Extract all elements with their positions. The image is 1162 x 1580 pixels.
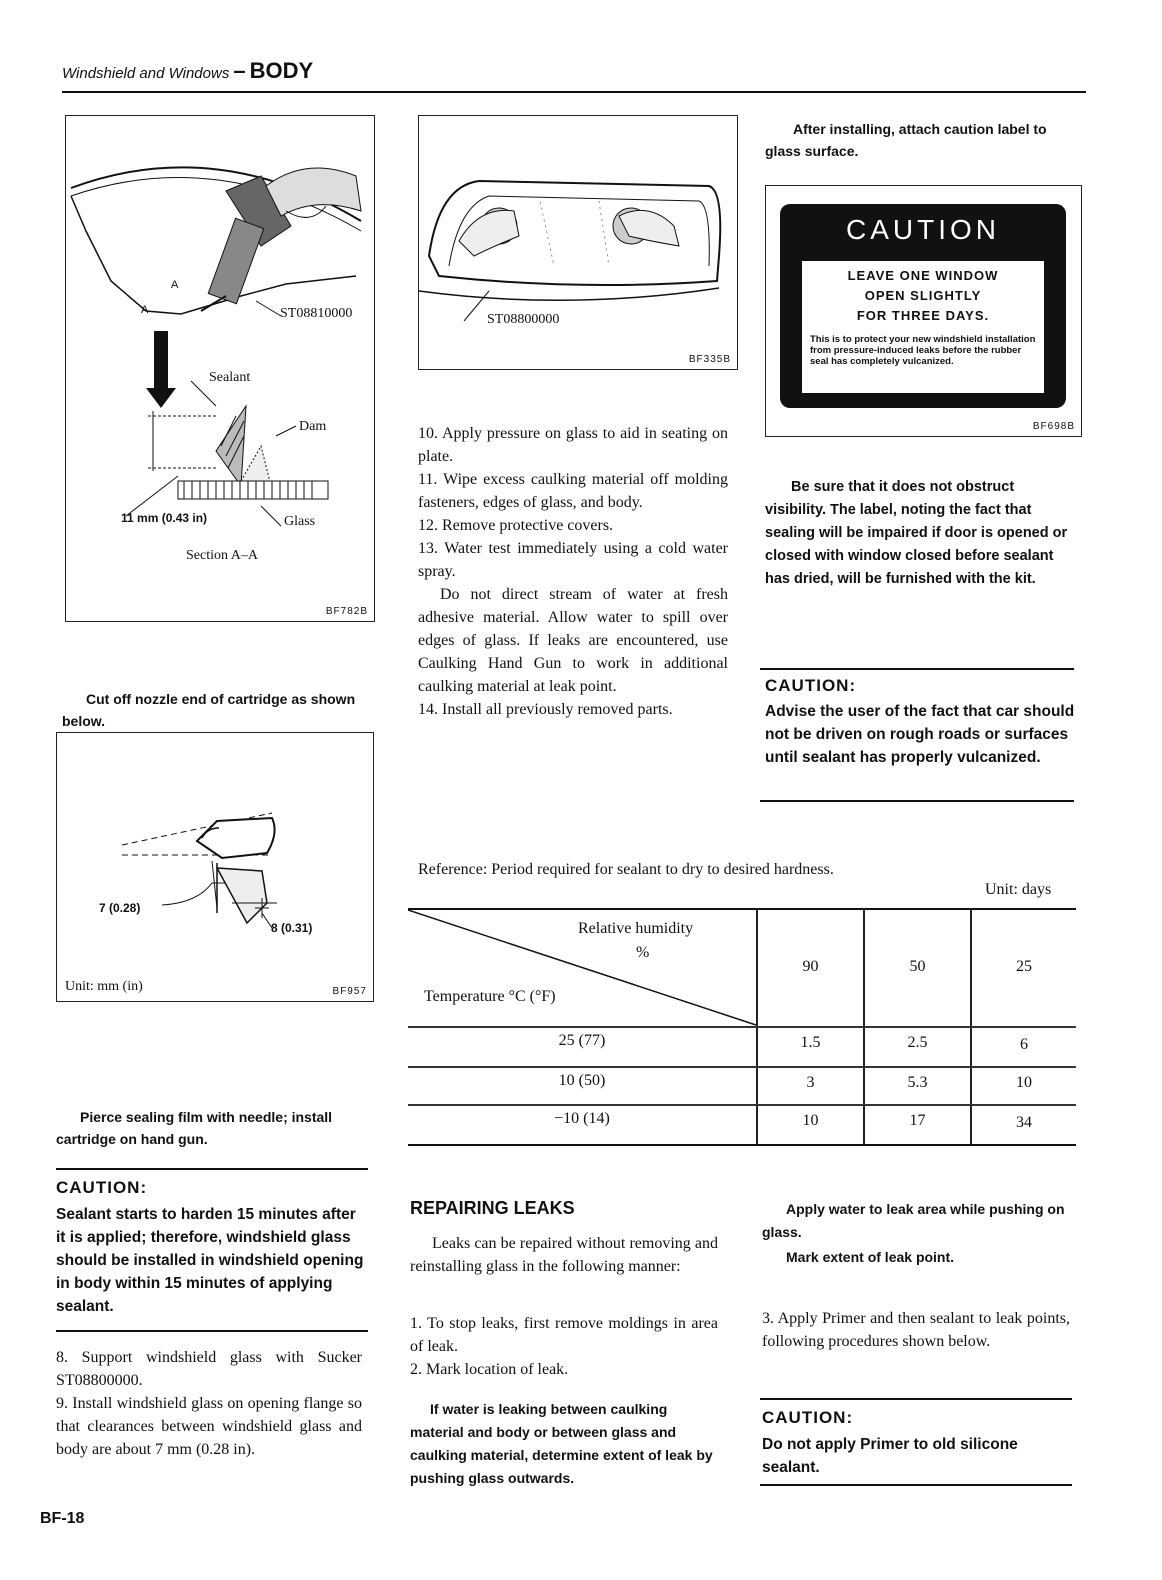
section-label: Section A–A: [186, 548, 258, 563]
table-bottom-rule: [408, 1144, 1076, 1146]
caution1-text: Sealant starts to harden 15 minutes after it is applied; therefore, windshield glass should be installed in windshield opening in body within 15 minutes of applying sealant.: [56, 1206, 364, 1315]
label-a-left: A: [141, 304, 149, 316]
figure2-code: BF335B: [688, 354, 731, 365]
figure-sucker-installation: [418, 115, 738, 370]
repairing-bold-note: If water is leaking between caulking material and body or between glass and caulking material, determine extent of leak by pushing glass outwards.: [410, 1401, 713, 1486]
header-temp: Temperature °C (°F): [424, 988, 556, 1005]
humidity-col-25: 25: [1016, 958, 1032, 975]
nozzle-unit: Unit: mm (in): [65, 979, 143, 994]
reference-unit: Unit: days: [985, 881, 1052, 898]
caution2-top-rule: [760, 668, 1074, 670]
cell-1-90: 1.5: [800, 1034, 821, 1051]
step-11: 11. Wipe excess caulking material off molding fasteners, edges of glass, and body.: [418, 471, 728, 511]
caution-label-line2: OPEN SLIGHTLY: [864, 288, 982, 303]
step-3: 3. Apply Primer and then sealant to leak points, following procedures shown below.: [762, 1310, 1070, 1350]
nozzle-dim1: 7 (0.28): [99, 901, 141, 915]
step-13-note: Do not direct stream of water at fresh adhesive material. Allow water to spill over edges of glass. If leaks are encountered, use Caulking Hand Gun to work in additional caulking material at leak point.: [418, 586, 728, 695]
cell-1-25: 6: [1020, 1036, 1028, 1053]
header-humidity: Relative humidity: [578, 920, 694, 937]
sealant-gun-illustration: [66, 116, 374, 621]
mark-extent-note: Mark extent of leak point.: [786, 1249, 955, 1265]
sucker-illustration: [419, 116, 737, 369]
caution-label-intro: After installing, attach caution label to glass surface.: [765, 121, 1047, 159]
pierce-note: Pierce sealing film with needle; install cartridge on hand gun.: [56, 1109, 333, 1147]
caution-label-figure: [765, 185, 1082, 437]
caution-label-code: BF698B: [1032, 421, 1075, 432]
apply-water-note: Apply water to leak area while pushing on glass.: [762, 1201, 1065, 1240]
caution3-text: Do not apply Primer to old silicone sealant.: [762, 1436, 1018, 1476]
section-name: Windshield and Windows: [62, 65, 230, 82]
nozzle-intro: Cut off nozzle end of cartridge as shown below.: [62, 691, 356, 729]
header-pct: %: [636, 944, 650, 961]
glass-label: Glass: [284, 514, 316, 529]
step-14: 14. Install all previously removed parts.: [418, 701, 673, 718]
cell-2-50: 5.3: [907, 1074, 928, 1091]
nozzle-illustration: [57, 733, 373, 1001]
repairing-intro: Leaks can be repaired without removing and reinstalling glass in the following manner:: [410, 1235, 718, 1275]
label-note: Be sure that it does not obstruct visibility. The label, noting the fact that sealing will be impaired if door is opened or closed with window closed before sealant has dried, will be furnished with the kit.: [765, 479, 1068, 587]
dam-label: Dam: [299, 419, 327, 434]
figure-code: BF782B: [325, 606, 368, 617]
header-rule: [62, 91, 1086, 93]
sealant-label: Sealant: [209, 370, 251, 385]
step-8: 8. Support windshield glass with Sucker ST08800000.: [56, 1349, 363, 1389]
temp-row-2: 10 (50): [558, 1072, 606, 1089]
caution-label-title: CAUTION: [846, 214, 1000, 245]
page-number: BF-18: [40, 1510, 85, 1527]
temp-row-3: −10 (14): [554, 1110, 610, 1127]
figure-sealant-application: [65, 115, 375, 622]
caution1-heading: CAUTION:: [56, 1178, 148, 1197]
caution-label-line3: FOR THREE DAYS.: [856, 308, 990, 323]
caution1-bottom-rule: [56, 1330, 368, 1332]
left-steps: [56, 1346, 362, 1461]
temp-row-1: 25 (77): [558, 1032, 606, 1049]
caution2-bottom-rule: [760, 800, 1074, 802]
reference-caption: Reference: Period required for sealant to dry to desired hardness.: [418, 861, 834, 878]
dimension-label: 11 mm (0.43 in): [121, 511, 208, 525]
caution2-heading: CAUTION:: [765, 676, 857, 695]
caution3-bottom-rule: [760, 1484, 1072, 1486]
cell-1-50: 2.5: [907, 1034, 928, 1051]
caution-label-line1: LEAVE ONE WINDOW: [847, 268, 999, 283]
caution3-top-rule: [760, 1398, 1072, 1400]
page-header: [62, 58, 1086, 84]
repairing-step1: 1. To stop leaks, first remove moldings in area of leak.: [410, 1315, 718, 1355]
cell-2-90: 3: [806, 1074, 815, 1091]
sucker-part-number: ST08800000: [487, 312, 560, 327]
figure3-code: BF957: [332, 986, 367, 997]
step-10: 10. Apply pressure on glass to aid in seating on plate.: [418, 425, 728, 465]
mid-steps: [418, 422, 728, 721]
repairing-heading: REPAIRING LEAKS: [410, 1198, 575, 1218]
label-a-top: A: [171, 279, 179, 291]
caution-label-small: This is to protect your new windshield installation from pressure-induced leaks before the rubber seal has completely vulcanized.: [810, 334, 1036, 367]
cell-3-25: 34: [1016, 1114, 1032, 1131]
step-13: 13. Water test immediately using a cold water spray.: [418, 540, 728, 580]
cell-3-50: 17: [909, 1112, 926, 1129]
step-12: 12. Remove protective covers.: [418, 517, 614, 534]
cell-3-90: 10: [802, 1112, 819, 1129]
header-dash: –: [233, 58, 246, 83]
step-9: 9. Install windshield glass on opening flange so that clearances between windshield glass and body are about 7 mm (0.28 in).: [56, 1395, 362, 1458]
figure-nozzle-cut: [56, 732, 374, 1002]
caution2-text: Advise the user of the fact that car should not be driven on rough roads or surfaces until sealant has properly vulcanized.: [765, 703, 1075, 766]
humidity-col-50: 50: [909, 958, 926, 975]
repairing-step2: 2. Mark location of leak.: [410, 1361, 569, 1378]
caution3-heading: CAUTION:: [762, 1408, 854, 1427]
cell-2-25: 10: [1016, 1074, 1032, 1091]
caution1-top-rule: [56, 1168, 368, 1170]
humidity-col-90: 90: [802, 958, 819, 975]
part-number-label: ST08810000: [280, 306, 353, 321]
nozzle-dim2: 8 (0.31): [271, 921, 313, 935]
page-title: BODY: [249, 58, 314, 83]
